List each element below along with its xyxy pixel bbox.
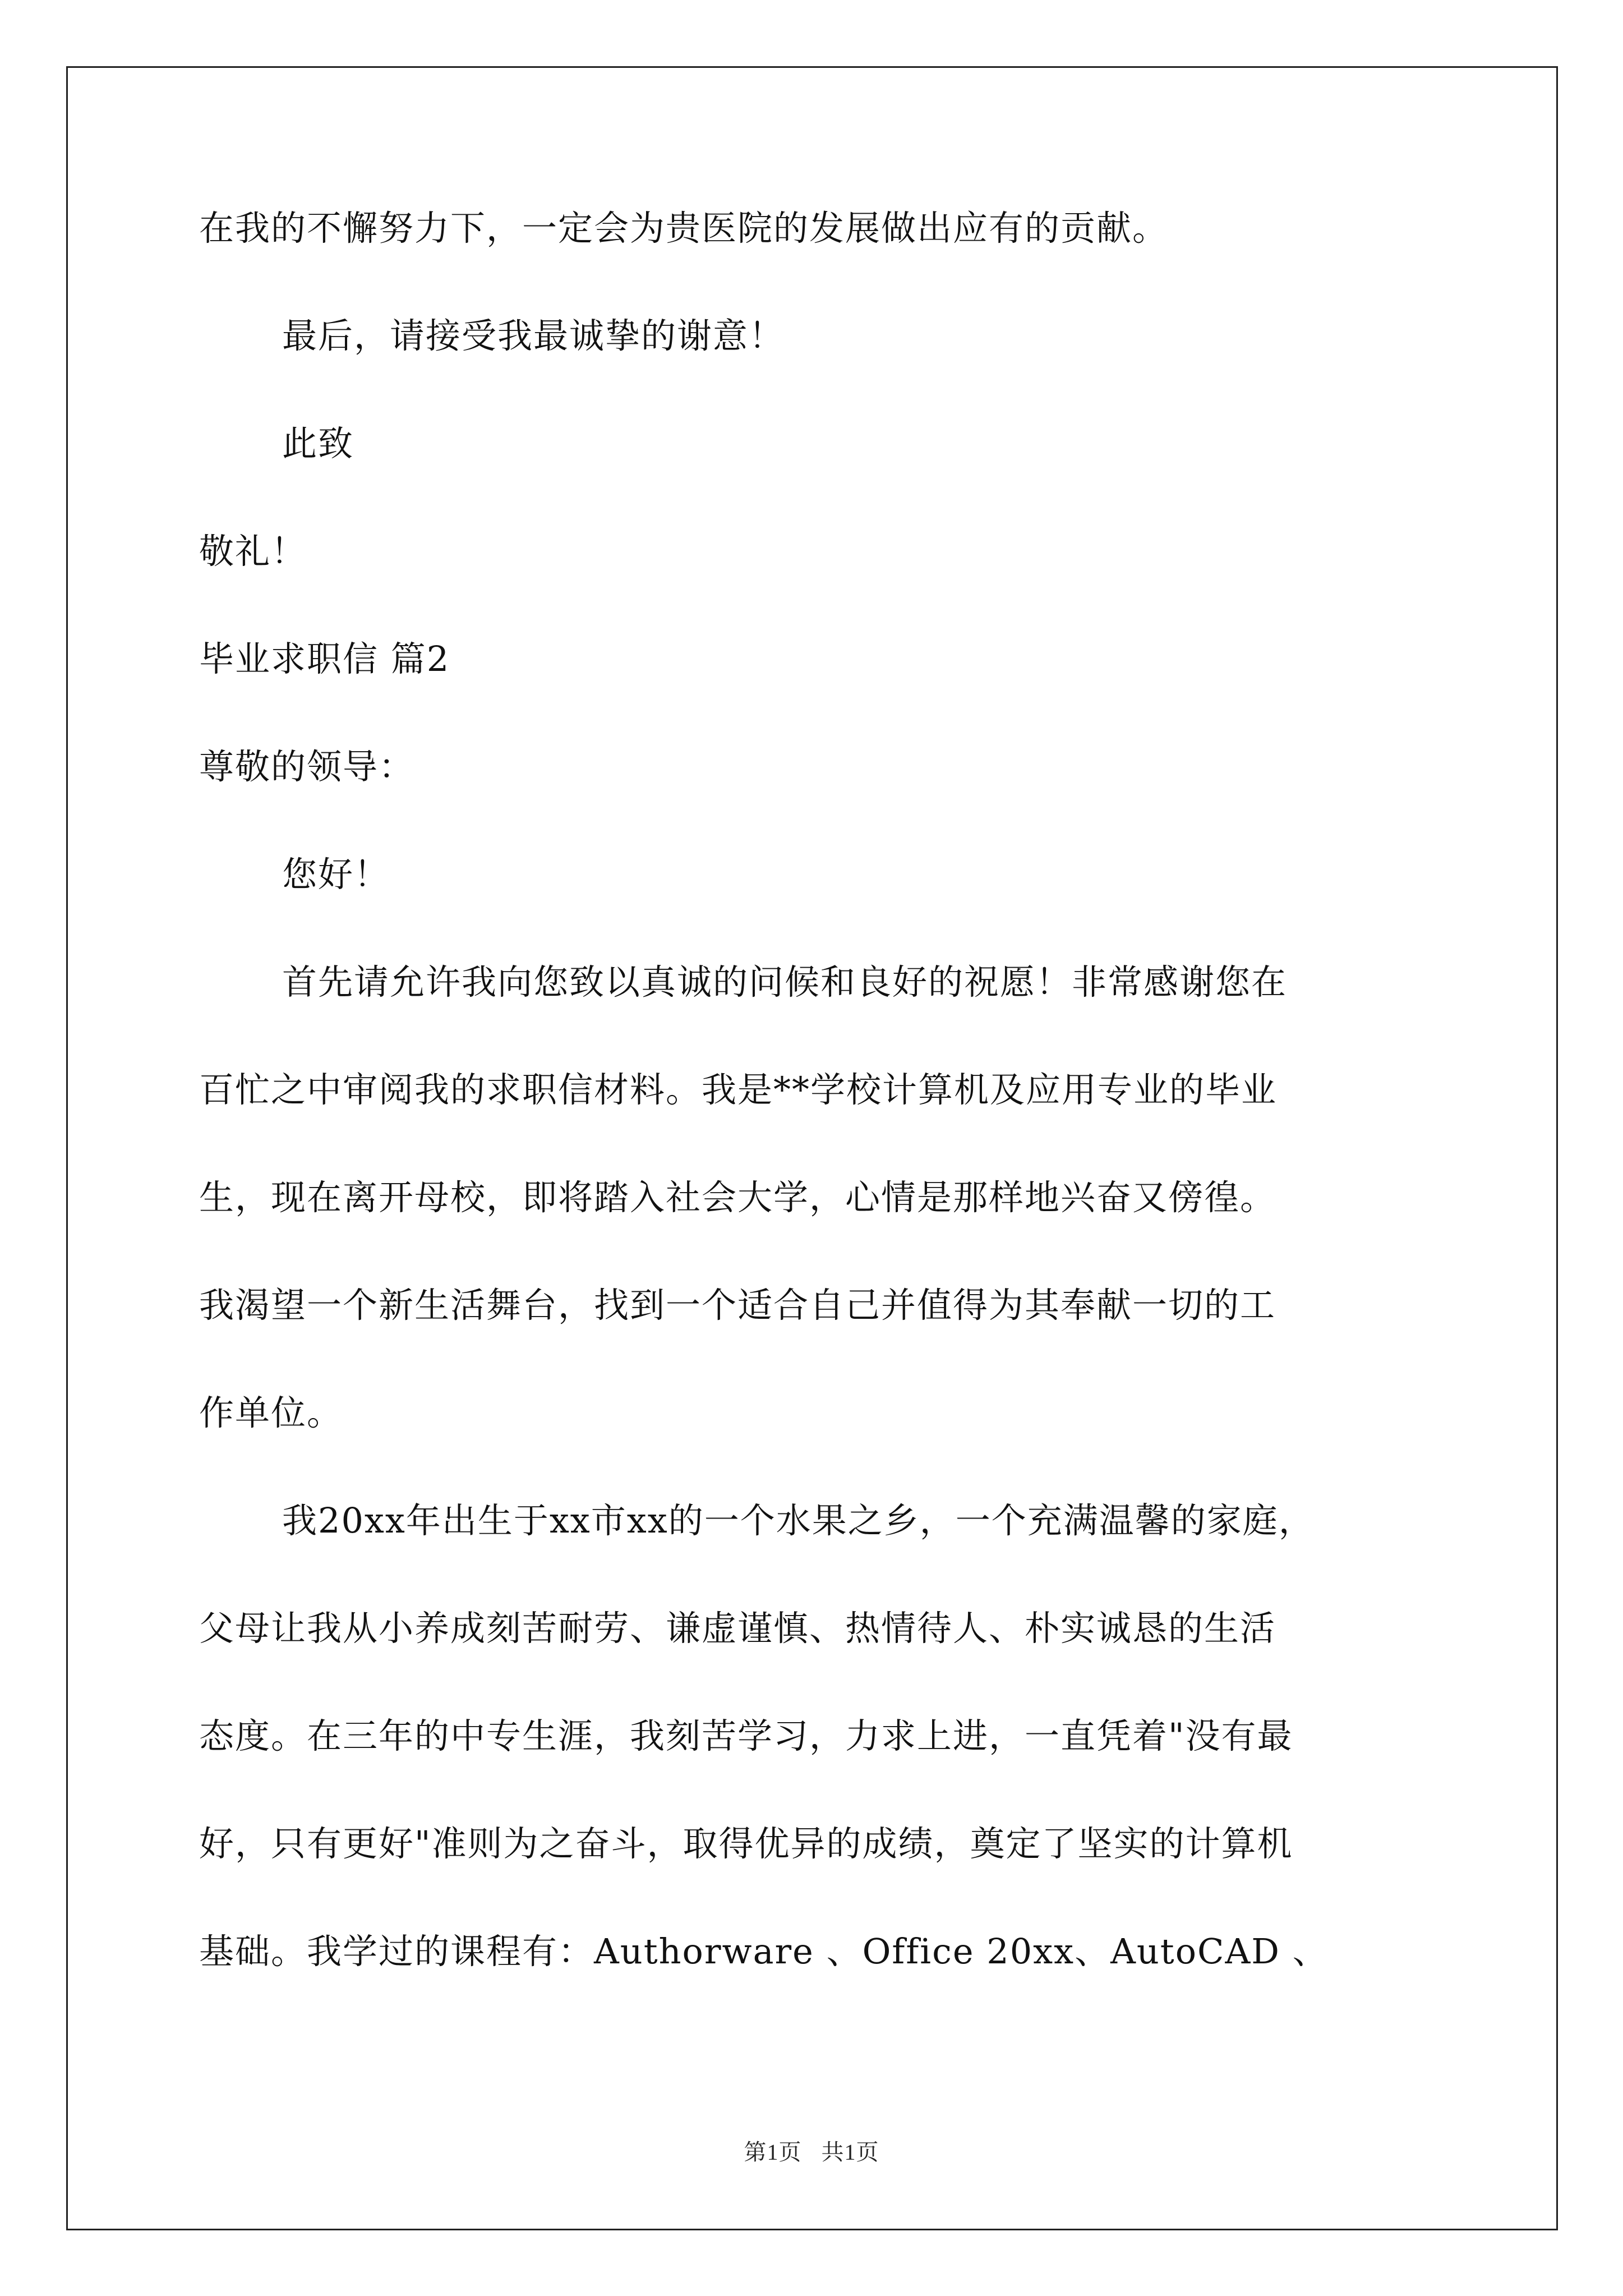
text-line: 首先请允许我向您致以真诚的问候和良好的祝愿！非常感谢您在	[282, 961, 1288, 1002]
text-line: 最后，请接受我最诚挚的谢意！	[282, 315, 785, 356]
text-line: 此致	[282, 423, 354, 464]
text-line: 生，现在离开母校，即将踏入社会大学，心情是那样地兴奋又傍徨。	[199, 1177, 1276, 1218]
text-line: 父母让我从小养成刻苦耐劳、谦虚谨慎、热情待人、朴实诚恳的生活	[199, 1608, 1276, 1649]
text-line: 好，只有更好"准则为之奋斗，取得优异的成绩，奠定了坚实的计算机	[199, 1823, 1293, 1864]
text-line: 我渴望一个新生活舞台，找到一个适合自己并值得为其奉献一切的工	[199, 1285, 1276, 1326]
text-line: 基础。我学过的课程有：Authorware 、Office 20xx、AutoCAD 、	[199, 1931, 1329, 1972]
page-number: 第1页	[744, 2139, 802, 2165]
text-line: 在我的不懈努力下，一定会为贵医院的发展做出应有的贡献。	[199, 208, 1169, 249]
salutation: 尊敬的领导：	[199, 746, 415, 787]
page-footer	[0, 2134, 1623, 2166]
text-line: 作单位。	[199, 1392, 343, 1433]
text-line: 百忙之中审阅我的求职信材料。我是**学校计算机及应用专业的毕业	[199, 1069, 1278, 1110]
page-total: 共1页	[821, 2139, 879, 2165]
document-body	[199, 202, 1433, 1978]
greeting: 您好！	[282, 854, 390, 895]
section-heading: 毕业求职信 篇2	[199, 638, 450, 679]
text-line: 态度。在三年的中专生涯，我刻苦学习，力求上进，一直凭着"没有最	[199, 1715, 1293, 1756]
text-line: 敬礼！	[199, 531, 307, 572]
text-line: 我20xx年出生于xx市xx的一个水果之乡，一个充满温馨的家庭，	[282, 1500, 1315, 1541]
